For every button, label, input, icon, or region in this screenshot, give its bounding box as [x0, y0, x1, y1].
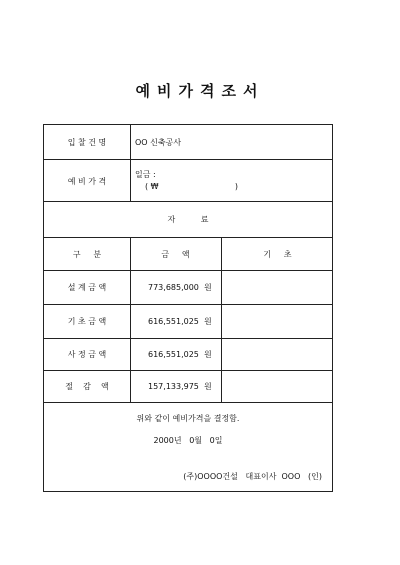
row-divider	[44, 304, 332, 305]
column-divider	[221, 237, 222, 402]
column-header-basis: 기 초	[263, 250, 292, 259]
bid-name-label: 입 찰 건 명	[67, 138, 107, 147]
row-divider	[44, 402, 332, 403]
row-divider	[44, 370, 332, 371]
reserve-price-form	[43, 124, 333, 492]
decision-statement: 위와 같이 예비가격을 결정함.	[136, 414, 240, 423]
row-divider	[44, 201, 332, 202]
reserve-price-amount-figures: ( ₩ )	[145, 182, 238, 191]
reserve-price-label: 예 비 가 격	[67, 177, 107, 186]
row-value-base-amount: 616,551,025 원	[148, 317, 212, 326]
row-divider	[44, 270, 332, 271]
column-divider	[130, 125, 131, 201]
row-value-savings: 157,133,975 원	[148, 382, 212, 391]
row-label-design-amount: 설 계 금 액	[67, 283, 107, 292]
decision-date: 2000년 0월 0일	[153, 436, 223, 445]
column-header-category: 구 분	[72, 250, 102, 259]
bid-name-value: OO 신축공사	[135, 138, 182, 147]
row-divider	[44, 338, 332, 339]
row-divider	[44, 237, 332, 238]
row-divider	[44, 159, 332, 160]
data-section-header: 자 료	[167, 215, 209, 224]
row-label-assessed-amount: 사 정 금 액	[67, 350, 107, 359]
row-label-base-amount: 기 초 금 액	[67, 317, 107, 326]
row-label-savings: 절 감 액	[65, 382, 109, 391]
column-divider	[130, 237, 131, 402]
reserve-price-amount-words: 일금 :	[135, 170, 156, 179]
document-title: 예비가격조서	[135, 82, 265, 100]
row-value-assessed-amount: 616,551,025 원	[148, 350, 212, 359]
column-header-amount: 금 액	[161, 250, 190, 259]
company-signature: (주)OOOO건설 대표이사 OOO (인)	[183, 472, 322, 481]
row-value-design-amount: 773,685,000 원	[148, 283, 212, 292]
